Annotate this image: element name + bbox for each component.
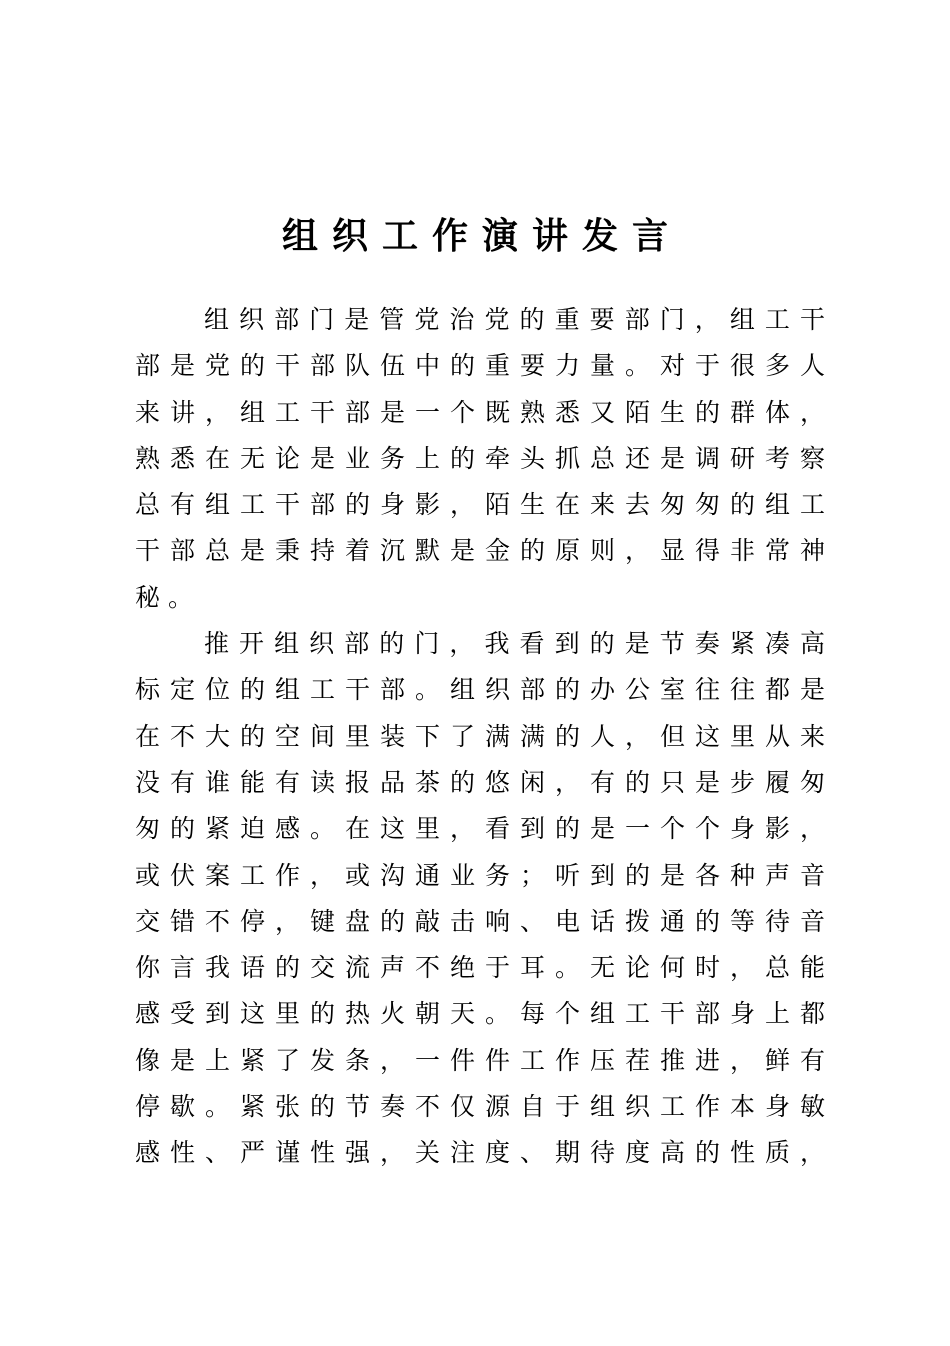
paragraph-2-line-8: 你言我语的交流声不绝于耳。无论何时，总能: [135, 953, 825, 983]
paragraph-2-line-1: 推开组织部的门，我看到的是节奏紧凑高: [204, 629, 825, 659]
paragraph-1-line-5: 总有组工干部的身影，陌生在来去匆匆的组工: [135, 490, 825, 520]
paragraph-2-line-12: 感性、严谨性强，关注度、期待度高的性质，: [135, 1138, 825, 1168]
paragraph-1-line-4: 熟悉在无论是业务上的牵头抓总还是调研考察: [135, 443, 825, 473]
document-body: [135, 297, 825, 1177]
paragraph-1-line-6: 干部总是秉持着沉默是金的原则，显得非常神: [135, 536, 825, 566]
paragraph-2-line-11: 停歇。紧张的节奏不仅源自于组织工作本身敏: [135, 1092, 825, 1122]
paragraph-2-line-10: 像是上紧了发条，一件件工作压茬推进，鲜有: [135, 1045, 825, 1075]
paragraph-1-line-2: 部是党的干部队伍中的重要力量。对于很多人: [135, 351, 825, 381]
paragraph-1-line-1: 组织部门是管党治党的重要部门，组工干: [204, 305, 825, 334]
paragraph-2-line-6: 或伏案工作，或沟通业务；听到的是各种声音: [135, 860, 825, 890]
paragraph-2-line-2: 标定位的组工干部。组织部的办公室往往都是: [135, 675, 825, 705]
document-title: 组织工作演讲发言: [281, 216, 682, 257]
paragraph-2-line-3: 在不大的空间里装下了满满的人，但这里从来: [135, 721, 825, 751]
paragraph-2-line-7: 交错不停，键盘的敲击响、电话拨通的等待音: [135, 906, 825, 936]
paragraph-2-line-9: 感受到这里的热火朝天。每个组工干部身上都: [135, 999, 825, 1029]
paragraph-1-line-7: 秘。: [135, 582, 202, 612]
paragraph-2-line-5: 匆的紧迫感。在这里，看到的是一个个身影，: [135, 814, 825, 844]
paragraph-1-line-3: 来讲，组工干部是一个既熟悉又陌生的群体，: [135, 397, 825, 427]
paragraph-2-line-4: 没有谁能有读报品茶的悠闲，有的只是步履匆: [135, 767, 825, 797]
